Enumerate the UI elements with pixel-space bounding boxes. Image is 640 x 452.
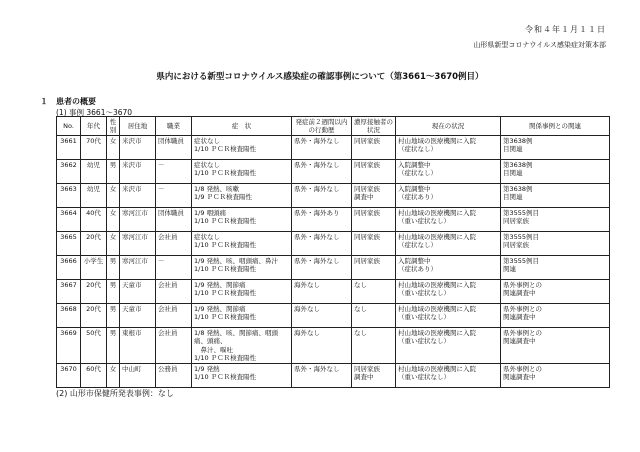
cell-age: 50代: [81, 328, 107, 364]
subsection-heading-cases: (1) 事例 3661～3670: [56, 108, 133, 117]
column-header-close-contacts: 濃厚接触者の状況: [352, 117, 396, 136]
cell-symptoms: 1/9 発熱、関節痛 1/10 ＰＣＲ検査陽性: [192, 280, 292, 304]
table-row: [57, 256, 610, 280]
cell-related-cases: 県外事例との 関連調査中: [501, 328, 610, 364]
column-header-travel-history: 発症前２週間以内の行動歴: [292, 117, 352, 136]
table-header-row: [57, 117, 610, 136]
cell-occupation: 会社員: [156, 232, 192, 256]
cell-case-number: 3664: [57, 208, 81, 232]
cell-occupation: －: [156, 160, 192, 184]
table-row: [57, 304, 610, 328]
cell-residence: 中山町: [120, 363, 156, 387]
cell-case-number: 3661: [57, 136, 81, 160]
cell-close-contacts: 同居家族: [352, 136, 396, 160]
cell-age: 幼児: [81, 184, 107, 208]
column-header-age: 年代: [81, 117, 107, 136]
document-title: 県内における新型コロナウイルス感染症の確認事例について（第3661～3670例目）: [156, 72, 484, 82]
cell-travel-history: 県外・海外なし: [292, 363, 352, 387]
cell-occupation: 団体職員: [156, 136, 192, 160]
cell-close-contacts: なし: [352, 280, 396, 304]
column-header-no: No.: [57, 117, 81, 136]
cell-age: 小学生: [81, 256, 107, 280]
cell-residence: 寒河江市: [120, 232, 156, 256]
cell-related-cases: 第3638例 目関連: [501, 136, 610, 160]
cell-travel-history: 海外なし: [292, 304, 352, 328]
cell-travel-history: 県外・海外なし: [292, 160, 352, 184]
cell-age: 70代: [81, 136, 107, 160]
cell-occupation: －: [156, 256, 192, 280]
cell-case-number: 3663: [57, 184, 81, 208]
cell-current-status: 村山地域の医療機関に入院 （重い症状なし）: [396, 280, 501, 304]
cell-symptoms: 1/8 発熱、咳、関節痛、咽頭痛、頭痛、 鼻汁、嘔吐 1/10 ＰＣＲ検査陽性: [192, 328, 292, 364]
table-row: [57, 208, 610, 232]
table-row: [57, 328, 610, 364]
column-header-current-status: 現在の状況: [396, 117, 501, 136]
cell-symptoms: 1/9 発熱 1/10 ＰＣＲ検査陽性: [192, 363, 292, 387]
cell-current-status: 村山地域の医療機関に入院 （重い症状なし）: [396, 328, 501, 364]
cell-age: 20代: [81, 232, 107, 256]
cell-case-number: 3667: [57, 280, 81, 304]
cell-related-cases: 県外事例との 関連調査中: [501, 280, 610, 304]
table-body: [57, 136, 610, 388]
cell-residence: 天童市: [120, 280, 156, 304]
cell-close-contacts: 同居家族: [352, 256, 396, 280]
cell-sex: 女: [107, 363, 120, 387]
cell-current-status: 入院調整中 （症状なし）: [396, 160, 501, 184]
table-row: [57, 280, 610, 304]
cell-sex: 男: [107, 256, 120, 280]
cell-sex: 男: [107, 160, 120, 184]
cell-case-number: 3669: [57, 328, 81, 364]
cell-age: 20代: [81, 280, 107, 304]
column-header-symptoms: 症 状: [192, 117, 292, 136]
cell-sex: 女: [107, 136, 120, 160]
cell-close-contacts: 同居家族: [352, 160, 396, 184]
cell-travel-history: 県外・海外なし: [292, 256, 352, 280]
cell-travel-history: 県外・海外なし: [292, 184, 352, 208]
cell-occupation: 会社員: [156, 328, 192, 364]
cell-age: 60代: [81, 363, 107, 387]
cell-age: 幼児: [81, 160, 107, 184]
cell-current-status: 入院調整中 （症状あり）: [396, 256, 501, 280]
cell-current-status: 村山地域の医療機関に入院 （症状なし）: [396, 136, 501, 160]
cell-case-number: 3662: [57, 160, 81, 184]
cell-current-status: 村山地域の医療機関に入院 （症状なし）: [396, 232, 501, 256]
cell-sex: 男: [107, 280, 120, 304]
cell-sex: 女: [107, 184, 120, 208]
cell-residence: 寒河江市: [120, 208, 156, 232]
cases-table: [56, 116, 610, 388]
cell-occupation: 会社員: [156, 304, 192, 328]
section-heading-patients: １ 患者の概要: [40, 97, 96, 106]
cell-occupation: 会社員: [156, 280, 192, 304]
cell-related-cases: 第3555例目 同居家族: [501, 232, 610, 256]
cell-residence: 米沢市: [120, 136, 156, 160]
cell-travel-history: 県外・海外あり: [292, 208, 352, 232]
cell-current-status: 入院調整中 （症状あり）: [396, 184, 501, 208]
cell-sex: 男: [107, 304, 120, 328]
cell-residence: 米沢市: [120, 184, 156, 208]
cell-age: 40代: [81, 208, 107, 232]
cell-related-cases: 県外事例との 関連調査中: [501, 363, 610, 387]
cell-age: 20代: [81, 304, 107, 328]
column-header-related-cases: 関係事例との関連: [501, 117, 610, 136]
cell-symptoms: 症状なし 1/10 ＰＣＲ検査陽性: [192, 232, 292, 256]
cell-sex: 男: [107, 328, 120, 364]
cell-residence: 東根市: [120, 328, 156, 364]
cell-symptoms: 1/9 発熱、関節痛 1/10 ＰＣＲ検査陽性: [192, 304, 292, 328]
cell-sex: 女: [107, 208, 120, 232]
cell-related-cases: 第3638例 目関連: [501, 160, 610, 184]
cell-travel-history: 県外・海外なし: [292, 136, 352, 160]
cell-related-cases: 第3555例目 同居家族: [501, 208, 610, 232]
cell-symptoms: 1/9 発熱、咳、咽頭痛、鼻汁 1/10 ＰＣＲ検査陽性: [192, 256, 292, 280]
table-row: [57, 160, 610, 184]
cell-close-contacts: 同居家族: [352, 232, 396, 256]
cell-symptoms: 症状なし 1/10 ＰＣＲ検査陽性: [192, 160, 292, 184]
table-row: [57, 232, 610, 256]
cell-occupation: －: [156, 184, 192, 208]
cell-close-contacts: 同居家族 調査中: [352, 363, 396, 387]
cell-occupation: 団体職員: [156, 208, 192, 232]
cell-sex: 女: [107, 232, 120, 256]
document-date: 令和４年１月１１日: [525, 25, 606, 34]
cell-close-contacts: なし: [352, 328, 396, 364]
column-header-sex: 性別: [107, 117, 120, 136]
cell-residence: 米沢市: [120, 160, 156, 184]
column-header-residence: 居住地: [120, 117, 156, 136]
issuer: 山形県新型コロナウイルス感染症対策本部: [473, 41, 606, 49]
section-heading-yamagata-city: (2) 山形市保健所発表事例：なし: [56, 389, 174, 398]
cell-residence: 天童市: [120, 304, 156, 328]
table-row: [57, 363, 610, 387]
cell-current-status: 村山地域の医療機関に入院 （重い症状なし）: [396, 208, 501, 232]
table-row: [57, 136, 610, 160]
cell-close-contacts: 同居家族: [352, 208, 396, 232]
cell-close-contacts: なし: [352, 304, 396, 328]
cell-travel-history: 海外なし: [292, 280, 352, 304]
cell-related-cases: 第3638例 目関連: [501, 184, 610, 208]
cell-travel-history: 県外・海外なし: [292, 232, 352, 256]
cell-residence: 寒河江市: [120, 256, 156, 280]
cell-travel-history: 海外なし: [292, 328, 352, 364]
cell-related-cases: 県外事例との 関連調査中: [501, 304, 610, 328]
cell-occupation: 公務員: [156, 363, 192, 387]
cell-current-status: 村山地域の医療機関に入院 （重い症状なし）: [396, 363, 501, 387]
cell-symptoms: 症状なし 1/10 ＰＣＲ検査陽性: [192, 136, 292, 160]
cell-current-status: 村山地域の医療機関に入院 （重い症状なし）: [396, 304, 501, 328]
cell-symptoms: 1/8 発熱、咳嗽 1/9 ＰＣＲ検査陽性: [192, 184, 292, 208]
cell-case-number: 3670: [57, 363, 81, 387]
cell-close-contacts: 同居家族 調査中: [352, 184, 396, 208]
cell-case-number: 3668: [57, 304, 81, 328]
cell-case-number: 3666: [57, 256, 81, 280]
cell-symptoms: 1/9 咽頭痛 1/10 ＰＣＲ検査陽性: [192, 208, 292, 232]
cell-case-number: 3665: [57, 232, 81, 256]
cell-related-cases: 第3555例目 関連: [501, 256, 610, 280]
column-header-occupation: 職業: [156, 117, 192, 136]
table-row: [57, 184, 610, 208]
